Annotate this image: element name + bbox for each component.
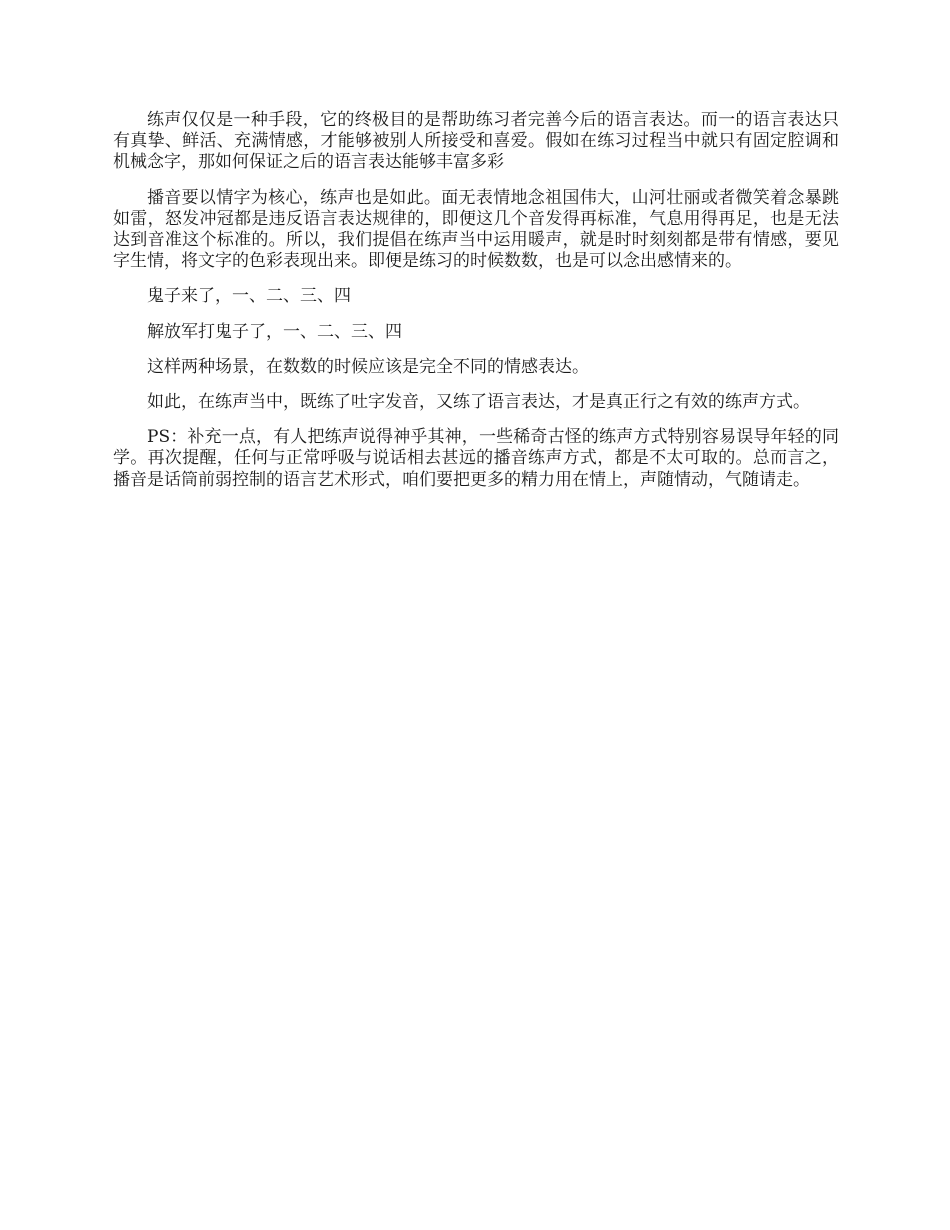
- paragraph-2: 播音要以情字为核心，练声也是如此。面无表情地念祖国伟大，山河壮丽或者微笑着念暴跳如雷，怒发冲冠都是违反语言表达规律的，即便这几个音发得再标准，气息用得再足，也是无法达到音准这个标准的。所以，我们提倡在练声当中运用暖声，就是时时刻刻都是带有情感，要见字生情，将文字的色彩表现出来。即便是练习的时候数数，也是可以念出感情来的。: [113, 187, 839, 272]
- document-body: [113, 110, 839, 505]
- paragraph-6: 如此，在练声当中，既练了吐字发音，又练了语言表达，才是真正行之有效的练声方式。: [147, 392, 810, 413]
- paragraph-1: 练声仅仅是一种手段，它的终极目的是帮助练习者完善今后的语言表达。而一的语言表达只有真挚、鲜活、充满情感，才能够被别人所接受和喜爱。假如在练习过程当中就只有固定腔调和机械念字，那如何保证之后的语言表达能够丰富多彩: [113, 110, 839, 173]
- paragraph-7: PS：补充一点，有人把练声说得神乎其神，一些稀奇古怪的练声方式特别容易误导年轻的同学。再次提醒，任何与正常呼吸与说话相去甚远的播音练声方式，都是不太可取的。总而言之，播音是话筒前弱控制的语言艺术形式，咱们要把更多的精力用在情上，声随情动，气随请走。: [113, 427, 839, 490]
- paragraph-5: 这样两种场景，在数数的时候应该是完全不同的情感表达。: [147, 356, 589, 377]
- paragraph-3: 鬼子来了，一、二、三、四: [147, 286, 351, 307]
- paragraph-4: 解放军打鬼子了，一、二、三、四: [147, 321, 402, 342]
